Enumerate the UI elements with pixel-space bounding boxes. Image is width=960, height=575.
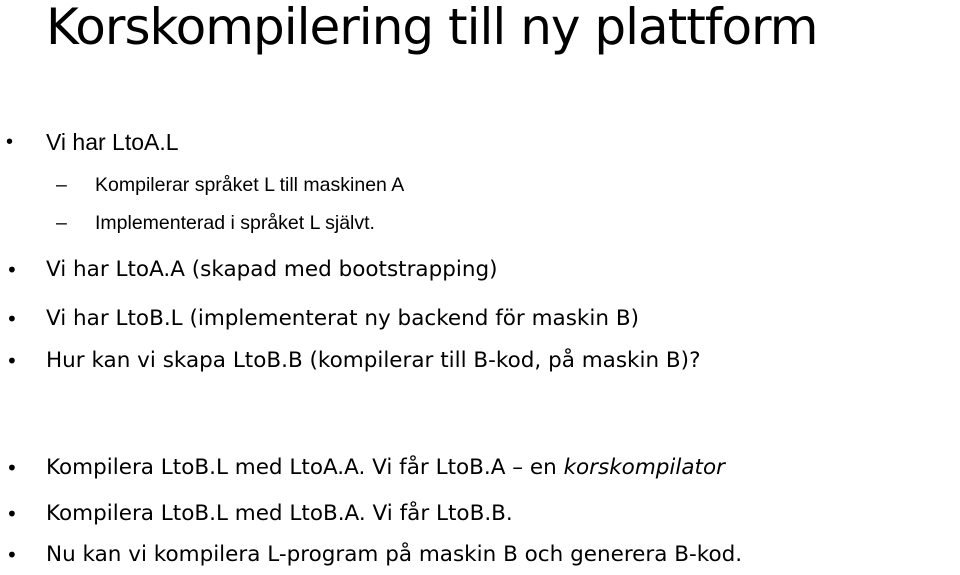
bullet-item [0,500,513,528]
bullet-dot-icon: • [6,349,18,373]
bullet-text: Nu kan vi kompilera L-program på maskin B och generera B-kod. [46,542,743,567]
bullet-text: Hur kan vi skapa LtoB.B (kompilerar till B-kod, på maskin B)? [46,348,701,373]
bullet-text: Vi har LtoB.L (implementerat ny backend för maskin B) [46,306,639,331]
dash-icon: – [56,174,67,196]
dash-icon: – [56,212,67,234]
bullet-dot-icon: • [6,502,18,526]
bullet-dot-icon: • [6,307,18,331]
bullet-dot-icon: • [6,543,18,567]
bullet-text: Kompilera LtoB.L med LtoB.A. Vi får LtoB.B. [46,501,513,526]
bullet-emphasis-text: korskompilator [563,455,725,480]
bullet-dot-icon: • [6,131,14,153]
bullet-text: Vi har LtoA.L [46,129,179,155]
sub-bullet-item [0,172,404,198]
bullet-dot-icon: • [6,258,18,282]
slide-title: Korskompilering till ny plattform [46,0,818,56]
bullet-item [0,541,742,569]
bullet-text: Kompilera LtoB.L med LtoA.A. Vi får LtoB.A – en [46,455,564,480]
sub-bullet-text: Kompilerar språket L till maskinen A [95,174,405,196]
bullet-item [0,347,700,375]
sub-bullet-item [0,210,375,236]
bullet-item [0,128,179,156]
sub-bullet-text: Implementerad i språket L självt. [95,212,375,234]
bullet-text: Vi har LtoA.A (skapad med bootstrapping) [46,257,498,282]
bullet-dot-icon: • [6,456,18,480]
bullet-item [0,256,498,284]
bullet-item [0,305,639,333]
bullet-item [0,454,725,482]
